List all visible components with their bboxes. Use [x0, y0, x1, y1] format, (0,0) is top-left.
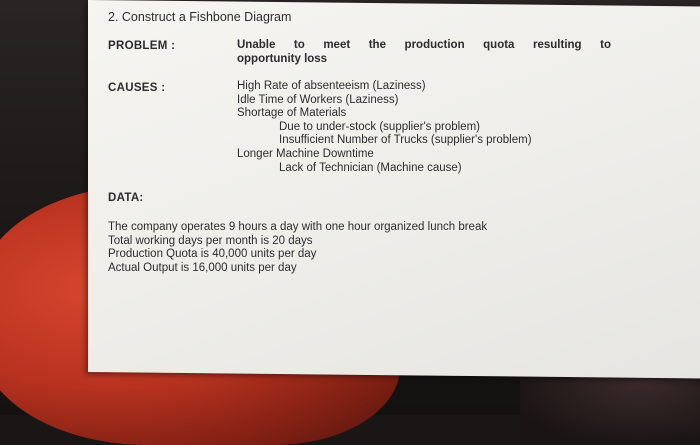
problem-label: PROBLEM :: [108, 40, 176, 52]
cause-item: High Rate of absenteeism (Laziness): [237, 80, 426, 92]
problem-statement-line-2: opportunity loss: [237, 53, 328, 65]
data-list: [108, 221, 487, 275]
cause-item: Shortage of Materials: [237, 107, 347, 120]
causes-label: CAUSES :: [108, 82, 166, 94]
data-item: Actual Output is 16,000 units per day: [108, 261, 297, 274]
problem-statement-line-1: Unable to meet the production quota resulting to: [237, 39, 611, 51]
data-item: Total working days per month is 20 days: [108, 234, 313, 247]
data-item: Production Quota is 40,000 units per day: [108, 248, 317, 261]
cause-item: Longer Machine Downtime: [237, 147, 374, 160]
data-item: The company operates 9 hours a day with one hour organized lunch break: [108, 221, 488, 233]
sub-cause-item: Lack of Technician (Machine cause): [279, 161, 462, 174]
question-title: 2. Construct a Fishbone Diagram: [108, 10, 292, 24]
sub-cause-item: Insufficient Number of Trucks (supplier's problem): [279, 134, 532, 147]
sub-cause-item: Due to under-stock (supplier's problem): [279, 120, 480, 133]
causes-list: [237, 80, 532, 175]
cause-item: Idle Time of Workers (Laziness): [237, 93, 399, 106]
data-label: DATA:: [108, 192, 144, 204]
